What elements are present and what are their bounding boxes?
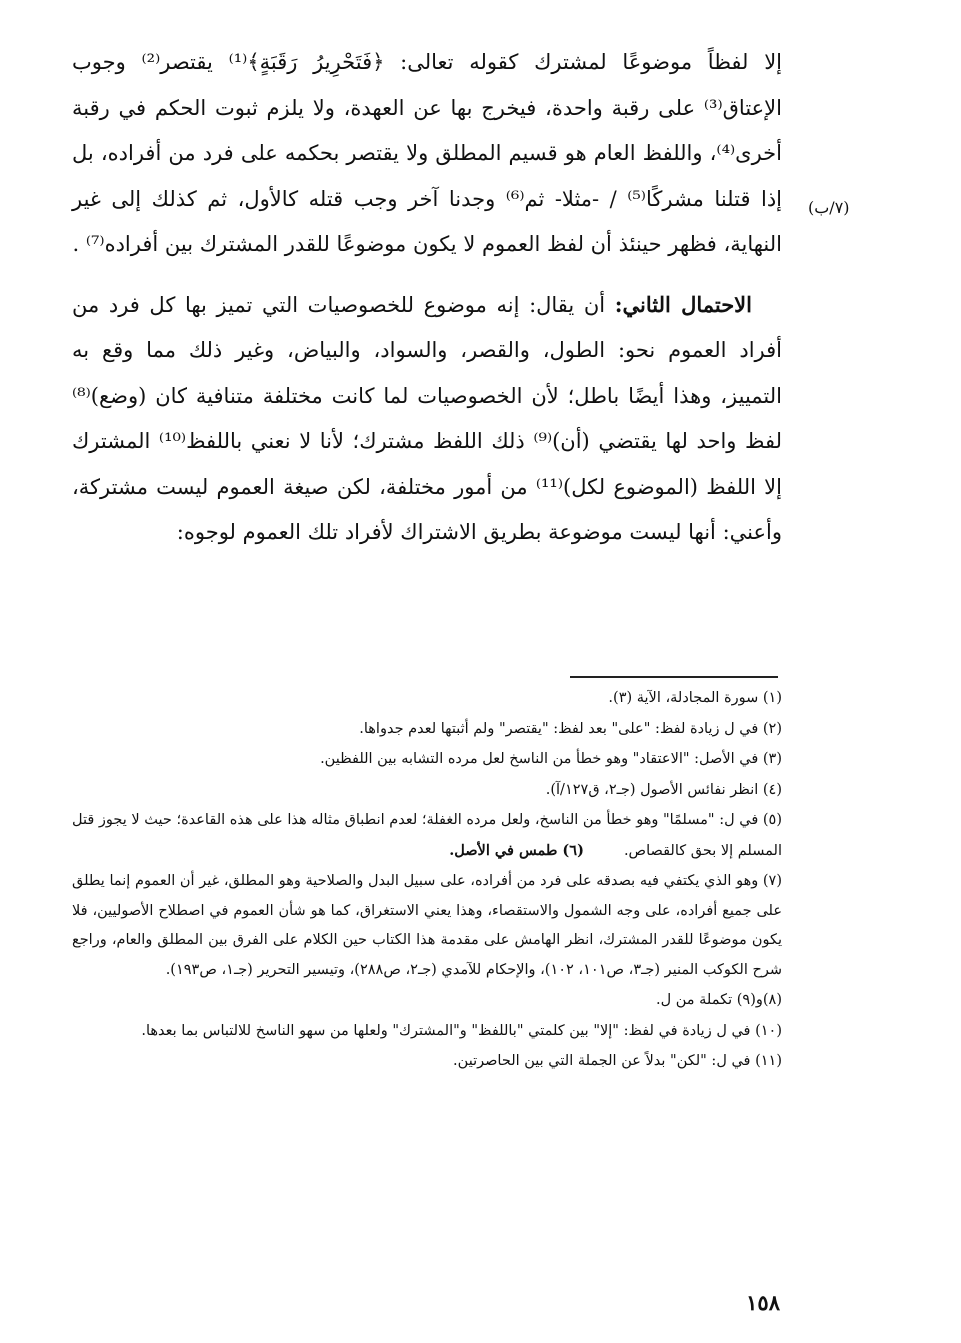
footnote-5-text: (٥) في ل: "مسلمًا" وهو خطأ من الناسخ، ولعل مرده الغفلة؛ لعدم انطباق مثاله هذا على هذه القاعدة؛ حيث لا يجوز قتل المسلم إلا بحق كالقصاص. [72, 812, 782, 859]
paragraph-2-heading: الاحتمال الثاني: [614, 291, 752, 317]
footnote-4: (٤) انظر نفائس الأصول (جـ٢، ق١٢٧/آ). [545, 781, 782, 798]
footnote-2: (٢) في ل زيادة لفظ: "على" بعد لفظ: "يقتصر" ولم أثبتها لعدم جدواها. [359, 720, 782, 737]
footnote-10: (١٠) في ل زيادة في لفظ: "إلا" بين كلمتي "باللفظ" و"المشترك" ولعلها من سهو الناسخ للالتباس بما بعدها. [141, 1022, 782, 1039]
footnotes-section [72, 684, 782, 1078]
folio-marker: (٧/ب) [808, 198, 850, 217]
footnote-11: (١١) في ل: "لكن" بدلاً عن الجملة التي بين الحاصرتين. [453, 1053, 782, 1069]
footnote-5 [72, 806, 782, 866]
paragraph-1: إلا لفظاً موضوعًا لمشترك كقوله تعالى: ﴿فَتَحْرِيرُ رَقَبَةٍ﴾⁽¹⁾ يقتصر⁽²⁾ وجوب الإعتاق⁽³⁾ على رقبة واحدة، فيخرج بها عن العهدة، ولا يلزم ثبوت الحكم في رقبة أخرى⁽⁴⁾، واللفظ العام هو قسيم المطلق ولا يقتصر بحكمه على فرد من أفراده، بل إذا قتلنا مشركًا⁽⁵⁾ / -مثلا- ثم⁽⁶⁾ وجدنا آخر وجب قتله كالأول، ثم كذلك إلى غير النهاية، فظهر حينئذ أن لفظ العموم لا يكون موضوعًا للقدر المشترك بين أفراده⁽⁷⁾ . [72, 50, 783, 256]
footnote-3: (٣) في الأصل: "الاعتقاد" وهو خطأ من الناسخ لعل مرده التشابه بين اللفظين. [320, 751, 782, 767]
footnote-divider [570, 676, 778, 678]
paragraph-2-text: أن يقال: إنه موضوع للخصوصيات التي تميز بها كل فرد من أفراد العموم نحو: الطول، والقصر، والسواد، والبياض، وغير ذلك مما وقع به التمييز، وهذا أيضًا باطل؛ لأن الخصوصيات لما كانت مختلفة متنافية كان (وضع)⁽⁸⁾ لفظ واحد لها يقتضي (أن)⁽⁹⁾ ذلك اللفظ مشترك؛ لأنا لا نعني باللفظ⁽¹⁰⁾ المشترك إلا اللفظ (الموضوع لكل)⁽¹¹⁾ من أمور مختلفة، لكن صيغة العموم ليست مشتركة، وأعني: أنها ليست موضوعة بطريق الاشتراك لأفراد تلك العموم لوجوه: [72, 292, 782, 544]
footnote-8-9: (٨)و(٩) تكملة من ل. [655, 992, 782, 1008]
paragraph-2 [72, 282, 782, 556]
footnote-7: (٧) وهو الذي يكتفي فيه بصدقه على فرد من أفراده، على سبيل البدل والصلاحية وهو المطلق، غير أن العموم إنما يطلق على جميع أفراده، على وجه الشمول والاستقصاء، وهذا يعني الاستغراق، كما هو شأن العموم في اصطلاح الأصوليين، فلا يكون موضوعًا للقدر المشترك، انظر الهامش على مقدمة هذا الكتاب حين الكلام على الفرق بين المطلق والعام، وراجع شرح الكوكب المنير (جـ٣، ص١٠١، ١٠٢)، والإحكام للآمدي (جـ٢، ص٢٨٨)، وتيسير التحرير (جـ١، ص١٩٣). [72, 873, 783, 978]
footnote-1: (١) سورة المجادلة، الآية (٣). [608, 690, 782, 706]
footnote-6: (٦) طمس في الأصل. [449, 841, 584, 859]
main-body-text [72, 40, 782, 556]
page-number: ١٥٨ [746, 1290, 780, 1315]
